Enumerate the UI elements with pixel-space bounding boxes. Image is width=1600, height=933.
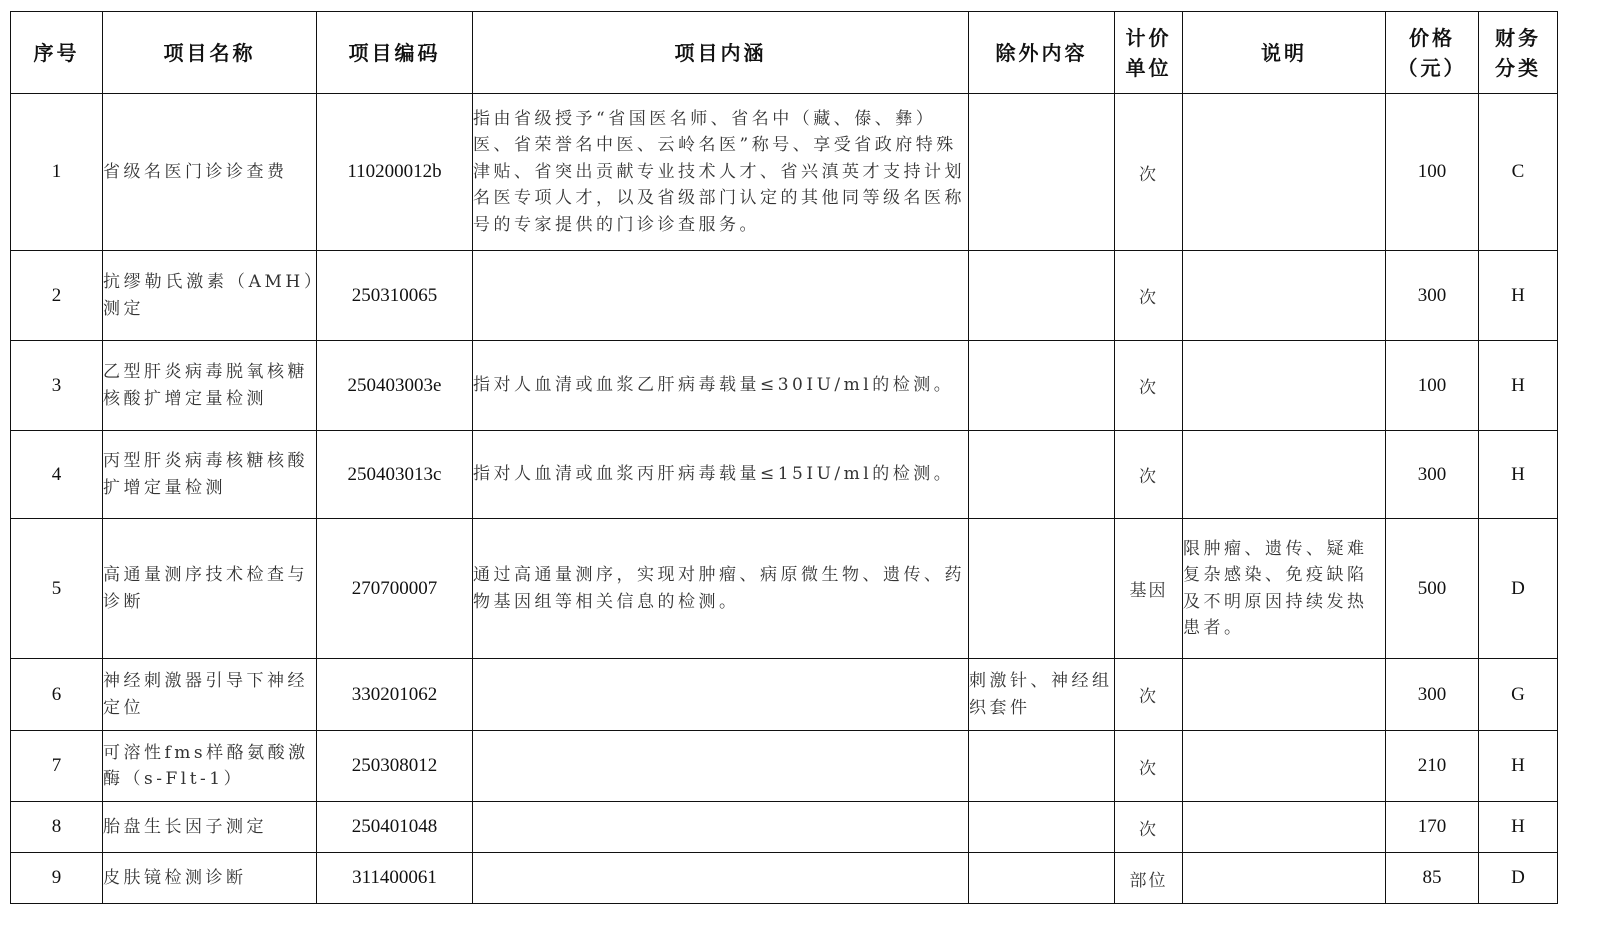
cell-seq: 9 [11,853,103,904]
table-row [11,94,1558,251]
cell-code: 250403013c [317,431,473,519]
table-row [11,802,1558,853]
cell-code: 250310065 [317,251,473,341]
cell-unit: 次 [1115,341,1183,431]
cell-code: 311400061 [317,853,473,904]
cell-note: 限肿瘤、遗传、疑难复杂感染、免疫缺陷及不明原因持续发热患者。 [1183,519,1386,659]
cell-name: 丙型肝炎病毒核糖核酸扩增定量检测 [103,431,317,519]
cell-price: 170 [1386,802,1479,853]
cell-code: 250308012 [317,731,473,802]
header-exclusions: 除外内容 [969,12,1115,94]
cell-category: D [1479,519,1558,659]
cell-unit: 次 [1115,94,1183,251]
cell-note [1183,94,1386,251]
header-code: 项目编码 [317,12,473,94]
cell-unit: 次 [1115,659,1183,731]
cell-content: 指对人血清或血浆丙肝病毒载量≤15IU/ml的检测。 [473,431,969,519]
cell-price: 100 [1386,341,1479,431]
table-row [11,251,1558,341]
cell-exclusions [969,431,1115,519]
cell-name: 乙型肝炎病毒脱氧核糖核酸扩增定量检测 [103,341,317,431]
cell-content [473,659,969,731]
cell-exclusions [969,731,1115,802]
header-content: 项目内涵 [473,12,969,94]
table-row [11,519,1558,659]
cell-price: 210 [1386,731,1479,802]
cell-price: 85 [1386,853,1479,904]
cell-exclusions [969,341,1115,431]
cell-name: 胎盘生长因子测定 [103,802,317,853]
cell-exclusions [969,853,1115,904]
header-row [11,12,1558,94]
cell-price: 300 [1386,251,1479,341]
cell-code: 330201062 [317,659,473,731]
cell-exclusions: 刺激针、神经组织套件 [969,659,1115,731]
cell-category: H [1479,802,1558,853]
cell-unit: 基因 [1115,519,1183,659]
cell-exclusions [969,94,1115,251]
cell-note [1183,251,1386,341]
cell-name: 神经刺激器引导下神经定位 [103,659,317,731]
table-row [11,659,1558,731]
cell-note [1183,341,1386,431]
cell-note [1183,431,1386,519]
cell-content: 指对人血清或血浆乙肝病毒载量≤30IU/ml的检测。 [473,341,969,431]
cell-content: 通过高通量测序，实现对肿瘤、病原微生物、遗传、药物基因组等相关信息的检测。 [473,519,969,659]
cell-seq: 7 [11,731,103,802]
cell-code: 270700007 [317,519,473,659]
cell-category: H [1479,431,1558,519]
cell-category: G [1479,659,1558,731]
cell-content: 指由省级授予“省国医名师、省名中（藏、傣、彝）医、省荣誉名中医、云岭名医”称号、享受省政府特殊津贴、省突出贡献专业技术人才、省兴滇英才支持计划名医专项人才，以及省级部门认定的其他同等级名医称号的专家提供的门诊诊查服务。 [473,94,969,251]
cell-unit: 次 [1115,431,1183,519]
cell-price: 300 [1386,431,1479,519]
cell-content [473,251,969,341]
cell-category: H [1479,251,1558,341]
cell-seq: 3 [11,341,103,431]
cell-category: H [1479,731,1558,802]
cell-code: 250401048 [317,802,473,853]
cell-name: 省级名医门诊诊查费 [103,94,317,251]
table-row [11,731,1558,802]
medical-service-price-table [10,11,1558,904]
cell-unit: 次 [1115,731,1183,802]
cell-exclusions [969,251,1115,341]
table-row [11,853,1558,904]
cell-unit: 次 [1115,251,1183,341]
cell-seq: 4 [11,431,103,519]
cell-exclusions [969,519,1115,659]
cell-seq: 1 [11,94,103,251]
cell-note [1183,659,1386,731]
table-row [11,341,1558,431]
cell-code: 110200012b [317,94,473,251]
cell-note [1183,731,1386,802]
cell-seq: 6 [11,659,103,731]
cell-price: 500 [1386,519,1479,659]
cell-note [1183,853,1386,904]
cell-name: 皮肤镜检测诊断 [103,853,317,904]
cell-seq: 2 [11,251,103,341]
cell-seq: 5 [11,519,103,659]
cell-content [473,853,969,904]
header-category: 财务分类 [1479,12,1558,94]
header-price: 价格（元） [1386,12,1479,94]
cell-name: 抗缪勒氏激素（AMH）测定 [103,251,317,341]
cell-content [473,802,969,853]
cell-category: D [1479,853,1558,904]
cell-category: C [1479,94,1558,251]
cell-name: 可溶性fms样酪氨酸激酶（s-Flt-1） [103,731,317,802]
header-seq: 序号 [11,12,103,94]
cell-content [473,731,969,802]
cell-price: 300 [1386,659,1479,731]
cell-seq: 8 [11,802,103,853]
cell-note [1183,802,1386,853]
cell-code: 250403003e [317,341,473,431]
cell-price: 100 [1386,94,1479,251]
header-name: 项目名称 [103,12,317,94]
cell-unit: 部位 [1115,853,1183,904]
cell-exclusions [969,802,1115,853]
header-unit: 计价单位 [1115,12,1183,94]
header-note: 说明 [1183,12,1386,94]
cell-name: 高通量测序技术检查与诊断 [103,519,317,659]
cell-category: H [1479,341,1558,431]
cell-unit: 次 [1115,802,1183,853]
table-row [11,431,1558,519]
